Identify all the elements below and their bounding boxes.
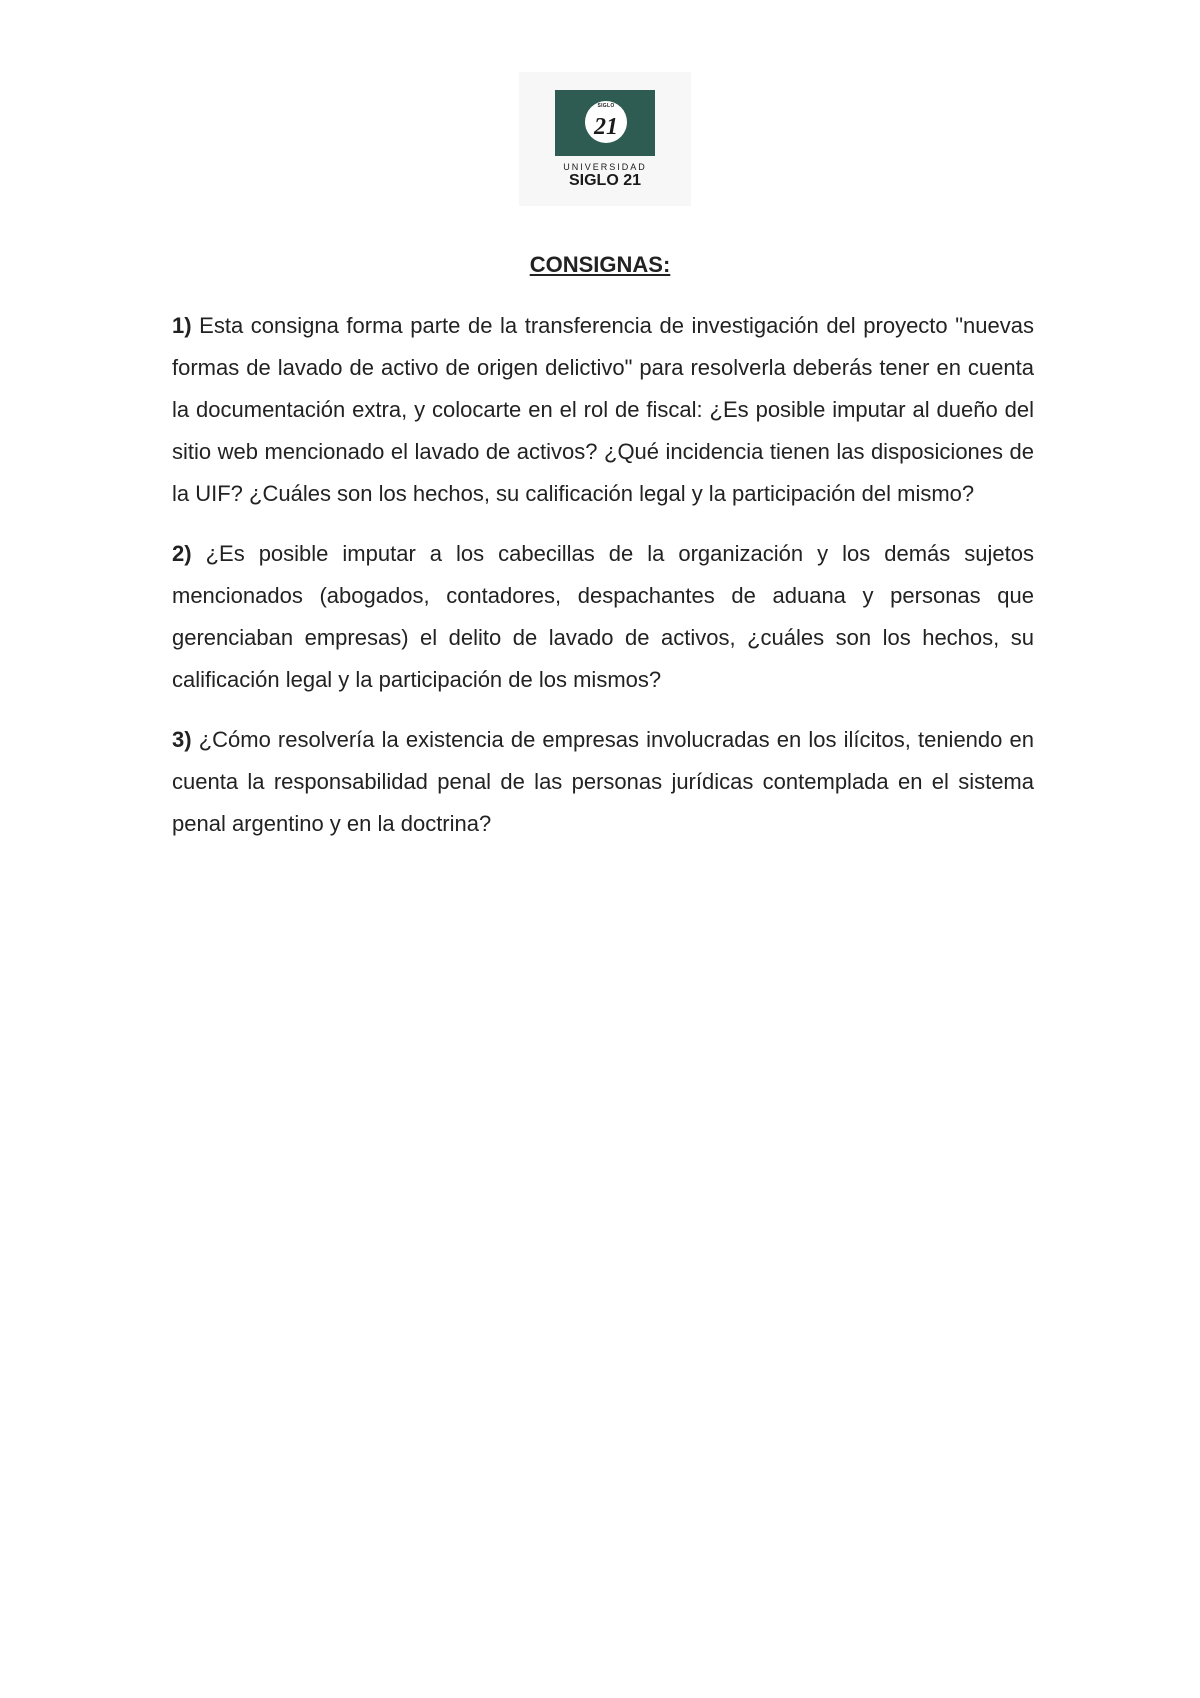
logo-small-text: SIGLO (597, 103, 615, 109)
logo-name: SIGLO 21 (568, 172, 642, 189)
item-number: 3) (172, 727, 192, 752)
logo-emblem (555, 90, 655, 156)
item-text: ¿Cómo resolvería la existencia de empresas involucradas en los ilícitos, teniendo en cuenta la responsabilidad penal de las personas jurídicas contemplada en el sistema penal argentino y en la doctrina? (172, 727, 1034, 836)
item-number: 2) (172, 541, 192, 566)
instruction-item-3 (172, 719, 1034, 845)
item-text: Esta consigna forma parte de la transferencia de investigación del proyecto "nuevas formas de lavado de activo de origen delictivo" para resolverla deberás tener en cuenta la documentación extra, y colocarte en el rol de fiscal: ¿Es posible imputar al dueño del sitio web mencionado el lavado de activos? ¿Qué incidencia tienen las disposiciones de la UIF? ¿Cuáles son los hechos, su calificación legal y la participación del mismo? (172, 313, 1034, 506)
logo-circle-icon (585, 101, 627, 143)
item-number: 1) (172, 313, 192, 338)
instructions-list (172, 305, 1034, 863)
instruction-item-2 (172, 533, 1034, 701)
university-logo (519, 72, 691, 206)
page-title: CONSIGNAS: (529, 252, 671, 277)
item-text: ¿Es posible imputar a los cabecillas de la organización y los demás sujetos mencionados (abogados, contadores, despachantes de aduana y personas que gerenciaban empresas) el delito de lavado de activos, ¿cuáles son los hechos, su calificación legal y la participación de los mismos? (172, 541, 1034, 692)
logo-numeral: 21 (594, 114, 618, 140)
instruction-item-1 (172, 305, 1034, 515)
logo-university-label: UNIVERSIDAD (563, 162, 647, 172)
